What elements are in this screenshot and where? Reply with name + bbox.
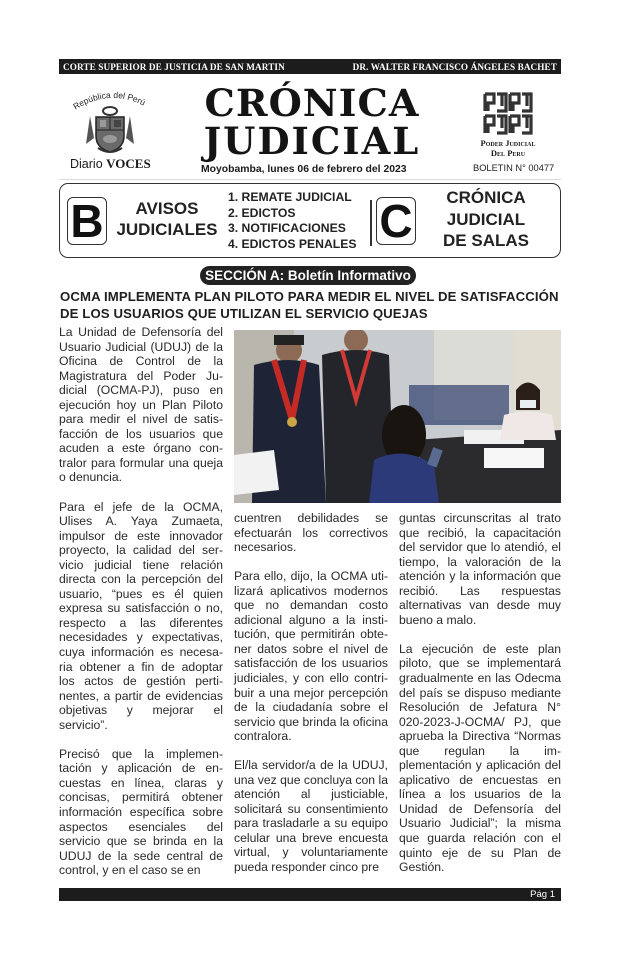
paragraph: guntas circunscritas al trato que recibió, la capacitación del servidor que lo atendió, el tiempo, la valoración de la atención y la información que recibió. Las respuestas alternativas van desde muy bueno a malo. [399, 511, 561, 627]
section-b-title [112, 198, 222, 240]
dateline: Moyobamba, lunes 06 de febrero del 2023 [201, 164, 407, 175]
section-b-item: 4. EDICTOS PENALES [228, 236, 357, 251]
paragraph: El/la servidor/a de la UDUJ, una vez que concluya con la atención al justiciable, solicitará su consentimiento para trasladarle a su equipo celular una breve encuesta virtual, y voluntariamente pueda responder cinco pre [234, 758, 388, 875]
paragraph: Para ello, dijo, la OCMA utilizará aplicativos modernos que no demandan costo adicional alguno a la institución, que permitirán obtener datos sobre el nivel de satisfacción de los usuarios judiciales, y con ello contribuir a una mejor percepción de la ciudadanía sobre el servicio que brinda la oficina contralora. [234, 569, 388, 744]
page-number: Pág 1 [530, 889, 555, 900]
article-column-3 [399, 511, 561, 889]
section-b-item: 2. EDICTOS [228, 205, 296, 220]
paragraph: Para el jefe de la OCMA, Ulises A. Yaya Zumaeta, impulsor de este innovador proyecto, la calidad del servicio judicial tiene relación directa con la percepción del usuario, “pues es él quien expresa su satisfacción o no, respecto a las diferentes necesidades y expectativas, cuya información es necesaria obtener a fin de adoptar los actos de gestión pertinentes, a partir de evidencias objetivas y mejorar el servicio”. [59, 499, 223, 732]
brand-prefix: Diario [70, 157, 103, 171]
footer-bar [59, 888, 561, 901]
section-label: SECCIÓN A: Boletín Informativo [200, 266, 416, 285]
title-cronica: CRÓNICA [204, 81, 420, 125]
pj-name-line2: Del Peru [490, 148, 526, 158]
sections-index-box [59, 183, 561, 258]
section-c-title-line2: JUDICIAL [446, 209, 526, 229]
article-headline [60, 288, 565, 322]
headline-line2: DE LOS USUARIOS QUE UTILIZAN EL SERVICIO QUEJAS [60, 306, 428, 321]
article-photo [234, 330, 561, 503]
section-c-title [426, 187, 546, 252]
boletin-number: BOLETIN N° 00477 [473, 163, 555, 173]
officials-survey-photo-icon [234, 330, 561, 503]
section-b-title-line2: JUDICIALES [116, 220, 218, 239]
poder-judicial-name [470, 138, 546, 158]
diario-voces-brand [70, 156, 151, 172]
paragraph: La ejecución de este plan piloto, que se implementará gradualmente en las Odecma del país se dispuso mediante Resolución de Jefatura N° 020-2023-J-OCMA/ PJ, que aprueba la Directiva “Normas que regulan la implementación y aplicación del aplicativo de encuestas en línea a los usuarios de la Unidad de Defensoría del Usuario Judicial”; la misma que guarda relación con el quinto eje de su Plan de Gestión. [399, 641, 561, 875]
section-b-items [228, 190, 356, 252]
section-c-letter: C [376, 197, 416, 245]
section-b-item: 1. REMATE JUDICIAL [228, 190, 352, 204]
headline-line1: OCMA IMPLEMENTA PLAN PILOTO PARA MEDIR EL NIVEL DE SATISFACCIÓN [60, 289, 559, 304]
title-judicial: JUDICIAL [203, 119, 421, 163]
peru-coat-of-arms-icon [82, 104, 138, 154]
masthead-divider [59, 179, 561, 180]
brand-name: VOCES [106, 156, 151, 171]
pj-name-line1: Poder Judicial [480, 138, 536, 148]
section-b-item: 3. NOTIFICACIONES [228, 221, 346, 235]
paragraph: cuentren debilidades se efectuarán los correctivos necesarios. [234, 511, 388, 555]
article-column-1 [59, 325, 223, 892]
section-b-letter: B [67, 197, 107, 245]
court-name: CORTE SUPERIOR DE JUSTICIA DE SAN MARTIN [63, 61, 285, 72]
section-c-title-line1: CRÓNICA [446, 188, 526, 207]
newspaper-title [196, 81, 428, 163]
paragraph: La Unidad de Defensoría del Usuario Judicial (UDUJ) de la Oficina de Control de la Magistratura del Poder Judicial (OCMA-PJ), puso en ejecución hoy un Plan Piloto para medir el nivel de satisfacción de los usuarios que acuden a este órgano contralor para formular una queja o denuncia. [59, 325, 223, 485]
section-b-title-line1: AVISOS [135, 199, 199, 218]
article-column-2 [234, 511, 388, 889]
top-banner [59, 59, 561, 74]
poder-judicial-logo [470, 92, 560, 176]
judge-name: DR. WALTER FRANCISCO ÁNGELES BACHET [352, 61, 557, 72]
paragraph: Precisó que la implementación y aplicación de encuestas en línea, claras y concisas, permitirá obtener información específica sobre aspectos esenciales del servicio que se brinda en la UDUJ de la sede central de control, y en el caso se en [59, 746, 223, 878]
sections-divider [370, 200, 372, 246]
section-c-title-line3: DE SALAS [443, 231, 529, 250]
republica-text: República del Perú [71, 89, 148, 112]
poder-judicial-logo-icon [482, 92, 534, 136]
diario-voces-logo [62, 86, 158, 176]
